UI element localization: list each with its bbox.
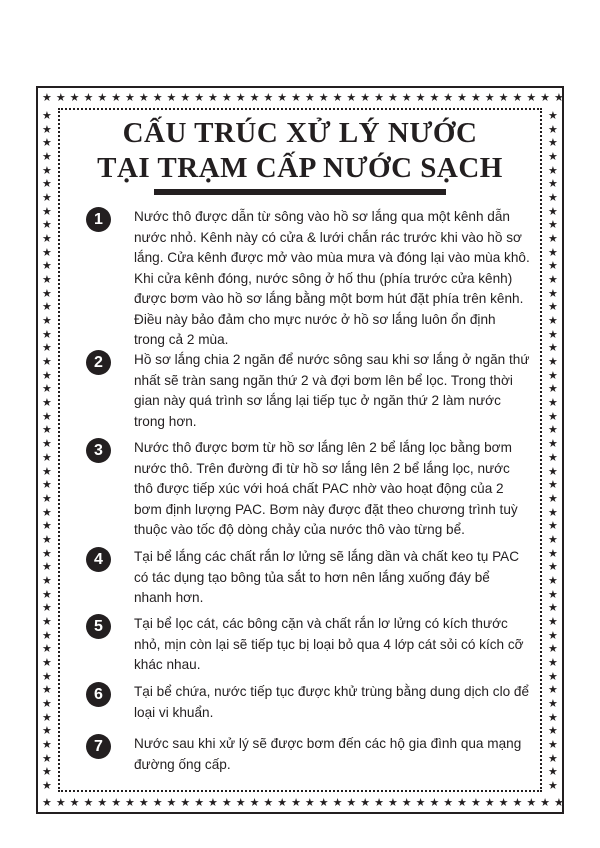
star-icon: ★	[548, 218, 558, 232]
star-icon: ★	[69, 91, 80, 104]
star-icon: ★	[180, 91, 191, 104]
star-icon: ★	[548, 232, 558, 246]
star-icon: ★	[548, 204, 558, 218]
step-number-badge: 6	[86, 682, 111, 707]
star-icon: ★	[42, 109, 52, 122]
star-icon: ★	[138, 91, 149, 104]
star-icon: ★	[42, 204, 52, 218]
step-text: Tại bể chứa, nước tiếp tục được khử trùng bằng dung dịch clo để loại vi khuẩn.	[134, 684, 530, 720]
star-border-right	[542, 108, 564, 792]
star-icon: ★	[548, 546, 558, 560]
star-icon: ★	[125, 796, 135, 809]
star-icon: ★	[42, 163, 52, 177]
star-icon: ★	[548, 642, 558, 656]
star-icon: ★	[548, 710, 558, 724]
star-icon: ★	[457, 91, 467, 104]
star-icon: ★	[484, 91, 495, 104]
star-icon: ★	[548, 505, 558, 519]
star-icon: ★	[42, 437, 52, 451]
star-icon: ★	[97, 796, 108, 809]
star-icon: ★	[194, 91, 205, 104]
star-icon: ★	[374, 91, 384, 104]
title-line-2: TẠI TRẠM CẤP NƯỚC SẠCH	[97, 152, 503, 184]
star-icon: ★	[548, 423, 558, 437]
star-icon: ★	[42, 628, 52, 642]
title-underline	[154, 189, 446, 195]
step-number-badge: 3	[86, 438, 111, 463]
star-icon: ★	[42, 464, 52, 478]
star-icon: ★	[42, 136, 52, 150]
page-title	[60, 116, 540, 186]
star-icon: ★	[249, 91, 260, 104]
star-icon: ★	[548, 259, 558, 273]
star-icon: ★	[548, 109, 558, 122]
star-icon: ★	[548, 532, 558, 546]
star-icon: ★	[498, 91, 509, 104]
star-icon: ★	[548, 491, 558, 505]
star-icon: ★	[554, 91, 564, 104]
star-icon: ★	[548, 464, 558, 478]
star-icon: ★	[111, 91, 122, 104]
star-icon: ★	[42, 423, 52, 437]
star-icon: ★	[42, 300, 52, 314]
star-icon: ★	[42, 122, 52, 136]
star-icon: ★	[318, 796, 329, 809]
star-icon: ★	[235, 796, 246, 809]
star-icon: ★	[401, 796, 412, 809]
star-icon: ★	[42, 355, 52, 369]
star-icon: ★	[152, 91, 163, 104]
star-icon: ★	[42, 519, 52, 533]
star-icon: ★	[125, 91, 135, 104]
star-icon: ★	[42, 341, 52, 355]
star-icon: ★	[42, 368, 52, 382]
star-icon: ★	[429, 91, 440, 104]
star-icon: ★	[42, 478, 52, 492]
star-icon: ★	[548, 751, 558, 765]
star-icon: ★	[42, 314, 52, 328]
star-icon: ★	[548, 355, 558, 369]
star-icon: ★	[263, 91, 274, 104]
star-icon: ★	[304, 796, 315, 809]
star-icon: ★	[548, 696, 558, 710]
star-icon: ★	[360, 91, 371, 104]
step-number-badge: 1	[86, 207, 111, 232]
star-icon: ★	[180, 796, 191, 809]
star-icon: ★	[470, 796, 481, 809]
star-border-top	[36, 86, 564, 108]
star-icon: ★	[42, 669, 52, 683]
star-icon: ★	[548, 396, 558, 410]
star-icon: ★	[548, 601, 558, 615]
star-icon: ★	[548, 737, 558, 751]
star-icon: ★	[526, 91, 537, 104]
star-icon: ★	[42, 177, 52, 191]
star-icon: ★	[374, 796, 384, 809]
star-icon: ★	[42, 642, 52, 656]
star-icon: ★	[548, 655, 558, 669]
star-icon: ★	[42, 655, 52, 669]
star-icon: ★	[548, 573, 558, 587]
star-icon: ★	[42, 587, 52, 601]
star-icon: ★	[138, 796, 149, 809]
star-icon: ★	[291, 91, 301, 104]
star-icon: ★	[548, 382, 558, 396]
star-icon: ★	[548, 683, 558, 697]
star-icon: ★	[111, 796, 122, 809]
star-icon: ★	[548, 437, 558, 451]
star-icon: ★	[387, 91, 398, 104]
star-icon: ★	[548, 765, 558, 779]
star-icon: ★	[548, 368, 558, 382]
star-icon: ★	[42, 751, 52, 765]
star-icon: ★	[548, 150, 558, 164]
star-icon: ★	[42, 560, 52, 574]
star-icon: ★	[548, 286, 558, 300]
star-icon: ★	[415, 91, 426, 104]
star-icon: ★	[249, 796, 260, 809]
step-number-badge: 5	[86, 614, 111, 639]
star-icon: ★	[548, 273, 558, 287]
star-icon: ★	[208, 91, 218, 104]
star-icon: ★	[548, 478, 558, 492]
star-icon: ★	[548, 779, 558, 792]
star-icon: ★	[42, 683, 52, 697]
star-icon: ★	[42, 232, 52, 246]
star-icon: ★	[512, 91, 523, 104]
star-icon: ★	[42, 450, 52, 464]
star-icon: ★	[55, 91, 66, 104]
star-icon: ★	[42, 382, 52, 396]
star-icon: ★	[548, 560, 558, 574]
star-icon: ★	[443, 796, 454, 809]
star-icon: ★	[221, 796, 232, 809]
step-text: Nước sau khi xử lý sẽ được bơm đến các hộ gia đình qua mạng đường ống cấp.	[134, 736, 522, 772]
star-icon: ★	[42, 796, 52, 809]
star-icon: ★	[332, 796, 343, 809]
star-icon: ★	[42, 409, 52, 423]
star-icon: ★	[548, 314, 558, 328]
star-icon: ★	[548, 628, 558, 642]
star-icon: ★	[526, 796, 537, 809]
star-icon: ★	[304, 91, 315, 104]
star-icon: ★	[263, 796, 274, 809]
star-icon: ★	[512, 796, 523, 809]
star-icon: ★	[548, 177, 558, 191]
star-icon: ★	[548, 587, 558, 601]
star-icon: ★	[152, 796, 163, 809]
star-icon: ★	[548, 519, 558, 533]
star-icon: ★	[548, 450, 558, 464]
star-icon: ★	[346, 91, 357, 104]
star-icon: ★	[42, 218, 52, 232]
star-icon: ★	[277, 91, 288, 104]
star-icon: ★	[42, 573, 52, 587]
star-icon: ★	[548, 341, 558, 355]
step-number-badge: 4	[86, 547, 111, 572]
star-icon: ★	[42, 327, 52, 341]
star-icon: ★	[42, 505, 52, 519]
star-icon: ★	[548, 245, 558, 259]
star-icon: ★	[554, 796, 564, 809]
star-icon: ★	[470, 91, 481, 104]
star-icon: ★	[235, 91, 246, 104]
star-icon: ★	[548, 327, 558, 341]
star-icon: ★	[42, 91, 52, 104]
star-icon: ★	[415, 796, 426, 809]
star-icon: ★	[548, 300, 558, 314]
star-icon: ★	[548, 614, 558, 628]
star-icon: ★	[42, 245, 52, 259]
star-icon: ★	[42, 737, 52, 751]
star-icon: ★	[42, 614, 52, 628]
star-icon: ★	[346, 796, 357, 809]
star-icon: ★	[548, 163, 558, 177]
star-icon: ★	[548, 409, 558, 423]
star-icon: ★	[332, 91, 343, 104]
star-icon: ★	[401, 91, 412, 104]
star-icon: ★	[498, 796, 509, 809]
star-icon: ★	[42, 601, 52, 615]
star-icon: ★	[548, 136, 558, 150]
star-icon: ★	[42, 765, 52, 779]
star-icon: ★	[540, 91, 551, 104]
step-text: Nước thô được bơm từ hồ sơ lắng lên 2 bể lắng lọc bằng bơm nước thô. Trên đường đi từ hồ sơ lắng lên 2 bể lắng lọc, nước thô được tiếp xúc với hoá chất PAC nhờ vào hoạt động của 2 bơm định lượng PAC. Bơm này được đặt theo chương trình tuỳ thuộc vào tốc độ dòng chảy của nước thô vào từng bể.	[134, 440, 518, 537]
star-icon: ★	[42, 491, 52, 505]
star-icon: ★	[42, 150, 52, 164]
star-icon: ★	[42, 532, 52, 546]
star-icon: ★	[360, 796, 371, 809]
star-icon: ★	[291, 796, 301, 809]
star-icon: ★	[42, 286, 52, 300]
star-icon: ★	[83, 796, 94, 809]
star-icon: ★	[548, 724, 558, 738]
star-icon: ★	[548, 669, 558, 683]
star-icon: ★	[42, 546, 52, 560]
star-icon: ★	[194, 796, 205, 809]
star-icon: ★	[277, 796, 288, 809]
star-icon: ★	[548, 191, 558, 205]
star-icon: ★	[42, 259, 52, 273]
star-icon: ★	[42, 696, 52, 710]
star-icon: ★	[42, 191, 52, 205]
star-border-left	[36, 108, 58, 792]
star-icon: ★	[42, 779, 52, 792]
step-number-badge: 7	[86, 734, 111, 759]
star-icon: ★	[97, 91, 108, 104]
star-icon: ★	[318, 91, 329, 104]
star-icon: ★	[457, 796, 467, 809]
star-icon: ★	[42, 710, 52, 724]
star-icon: ★	[548, 122, 558, 136]
star-icon: ★	[166, 796, 177, 809]
star-icon: ★	[208, 796, 218, 809]
star-icon: ★	[443, 91, 454, 104]
title-line-1: CẤU TRÚC XỬ LÝ NƯỚC	[122, 117, 478, 149]
step-text: Tại bể lọc cát, các bông cặn và chất rắn lơ lửng có kích thước nhỏ, mịn còn lại sẽ tiếp tục bị loại bỏ qua 4 lớp cát sỏi có kích cỡ khác nhau.	[134, 616, 524, 672]
star-icon: ★	[83, 91, 94, 104]
star-icon: ★	[221, 91, 232, 104]
star-icon: ★	[42, 273, 52, 287]
star-icon: ★	[540, 796, 551, 809]
star-border-bottom	[36, 792, 564, 814]
step-text: Hồ sơ lắng chia 2 ngăn để nước sông sau khi sơ lắng ở ngăn thứ nhất sẽ tràn sang ngăn thứ 2 và đợi bơm lên bể lọc. Trong thời gian này quá trình sơ lắng lại tiếp tục ở ngăn thứ 2 làm nước trong hơn.	[134, 352, 530, 429]
step-text: Nước thô được dẫn từ sông vào hồ sơ lắng qua một kênh dẫn nước nhỏ. Kênh này có cửa & lưới chắn rác trước khi vào hồ sơ lắng. Cửa kênh được mở vào mùa mưa và đóng lại vào mùa khô. Khi cửa kênh đóng, nước sông ở hố thu (phía trước cửa kênh) được bơm vào hồ sơ lắng bằng một bơm hút đặt phía trên kênh. Điều này bảo đảm cho mực nước ở hồ sơ lắng luôn ổn định trong cả 2 mùa.	[134, 209, 530, 347]
star-icon: ★	[42, 724, 52, 738]
star-icon: ★	[42, 396, 52, 410]
star-icon: ★	[387, 796, 398, 809]
star-icon: ★	[484, 796, 495, 809]
star-icon: ★	[55, 796, 66, 809]
star-icon: ★	[69, 796, 80, 809]
star-icon: ★	[166, 91, 177, 104]
step-text: Tại bể lắng các chất rắn lơ lửng sẽ lắng dần và chất keo tụ PAC có tác dụng tạo bông tủa sắt to hơn nên lắng xuống đáy bể nhanh hơn.	[134, 549, 520, 605]
step-number-badge: 2	[86, 350, 111, 375]
star-icon: ★	[429, 796, 440, 809]
